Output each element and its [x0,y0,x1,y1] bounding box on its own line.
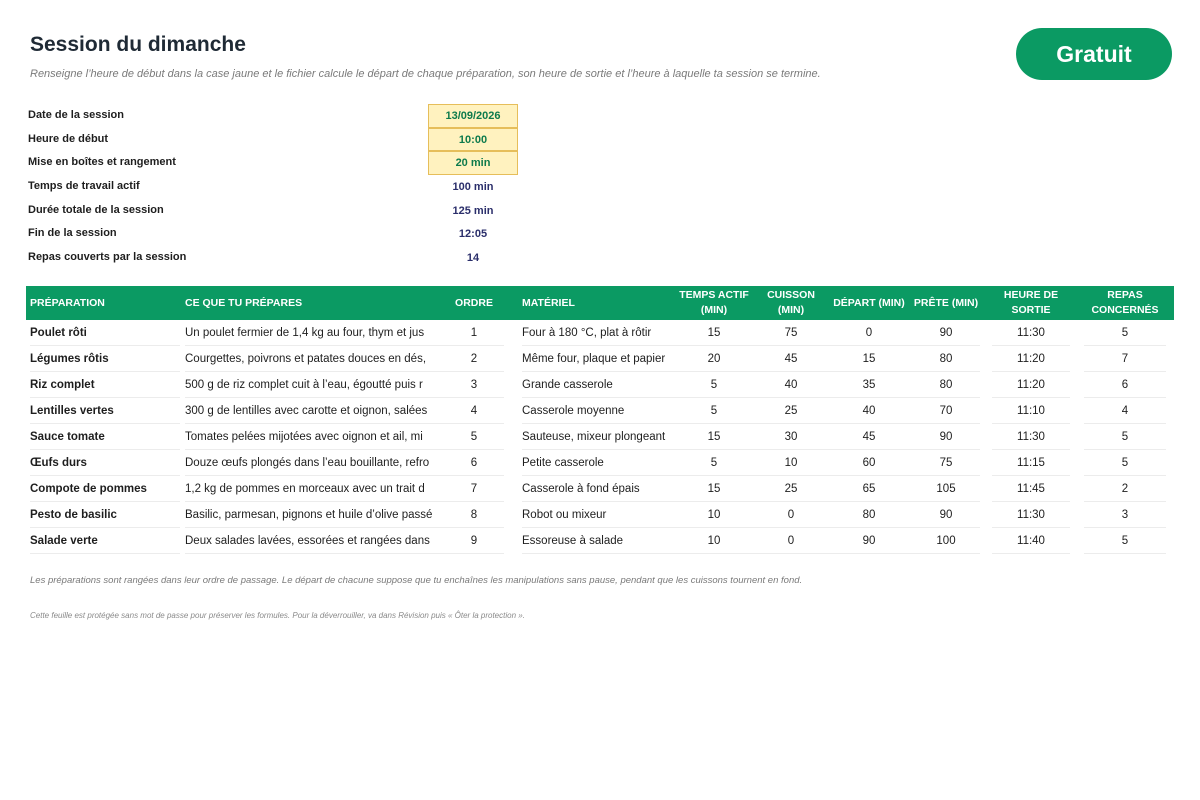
summary-label: Temps de travail actif [28,180,140,193]
cell-start: 45 [824,424,914,450]
order-note: Les préparations sont rangées dans leur ordre de passage. Le départ de chacune suppose que tu enchaînes les manipulations sans pause, pendant que les cuissons tournent en fond. [30,575,803,586]
cell-equipment: Casserole à fond épais [522,476,672,502]
cell-meals: 5 [1084,320,1166,346]
cell-preparation: Œufs durs [30,450,180,476]
table-row [26,450,1174,476]
cell-out-time: 11:30 [992,502,1070,528]
cell-ready: 90 [912,424,980,450]
table-header [26,286,1174,320]
free-badge: Gratuit [1016,28,1172,80]
col-header-order: ORDRE [455,296,493,309]
col-header-ready: PRÊTE (MIN) [913,296,979,309]
col-header-cooking: CUISSON (MIN) [767,289,815,316]
cell-equipment: Grande casserole [522,372,672,398]
cell-out-time: 11:30 [992,424,1070,450]
cell-active-time: 5 [670,450,758,476]
summary-row [28,151,528,175]
summary-label: Fin de la session [28,227,117,240]
cell-ready: 80 [912,346,980,372]
cell-active-time: 20 [670,346,758,372]
cell-equipment: Petite casserole [522,450,672,476]
cell-cooking-time: 45 [758,346,824,372]
start-time-input[interactable]: 10:00 [428,128,518,152]
table-row [26,346,1174,372]
cell-equipment: Même four, plaque et papier [522,346,672,372]
cell-start: 35 [824,372,914,398]
cell-meals: 5 [1084,528,1166,554]
summary-row [28,199,528,223]
cell-cooking-time: 75 [758,320,824,346]
cell-cooking-time: 10 [758,450,824,476]
table-row [26,476,1174,502]
summary-label: Repas couverts par la session [28,251,187,264]
cell-active-time: 5 [670,372,758,398]
summary-row [28,246,528,270]
cell-out-time: 11:20 [992,372,1070,398]
cell-preparation: Compote de pommes [30,476,180,502]
table-row [26,528,1174,554]
session-date-input[interactable]: 13/09/2026 [428,104,518,128]
col-header-start: DÉPART (MIN) [833,296,905,309]
cell-ready: 80 [912,372,980,398]
cell-description: 1,2 kg de pommes en morceaux avec un trait d [185,476,453,502]
preparation-table [26,286,1174,554]
cell-description: Tomates pelées mijotées avec oignon et ail, mi [185,424,453,450]
page-subtitle: Renseigne l’heure de début dans la case jaune et le fichier calcule le départ de chaque préparation, son heure de sortie et l’heure à laquelle ta session se termine. [30,68,821,80]
cell-ready: 105 [912,476,980,502]
summary-label: Durée totale de la session [28,203,164,216]
cell-ready: 100 [912,528,980,554]
summary-label: Heure de début [28,132,109,145]
cell-out-time: 11:20 [992,346,1070,372]
cell-meals: 4 [1084,398,1166,424]
session-end-value: 12:05 [458,228,488,241]
page-title: Session du dimanche [30,33,246,56]
cell-active-time: 15 [670,320,758,346]
cell-description: Basilic, parmesan, pignons et huile d’olive passé [185,502,453,528]
cell-out-time: 11:45 [992,476,1070,502]
cell-cooking-time: 40 [758,372,824,398]
cell-description: Deux salades lavées, essorées et rangées dans [185,528,453,554]
col-header-active: TEMPS ACTIF (MIN) [679,289,749,316]
col-header-preparation: PRÉPARATION [30,296,105,309]
cell-meals: 3 [1084,502,1166,528]
table-row [26,372,1174,398]
cell-meals: 5 [1084,424,1166,450]
cell-order: 2 [444,346,504,372]
cell-preparation: Légumes rôtis [30,346,180,372]
cell-equipment: Four à 180 °C, plat à rôtir [522,320,672,346]
cell-start: 80 [824,502,914,528]
cell-active-time: 15 [670,476,758,502]
cell-out-time: 11:15 [992,450,1070,476]
cell-cooking-time: 25 [758,398,824,424]
cell-start: 40 [824,398,914,424]
cell-ready: 90 [912,320,980,346]
packing-time-input[interactable]: 20 min [428,151,518,175]
cell-start: 60 [824,450,914,476]
meals-count-value: 14 [466,251,480,264]
cell-preparation: Poulet rôti [30,320,180,346]
cell-preparation: Sauce tomate [30,424,180,450]
cell-order: 1 [444,320,504,346]
cell-order: 6 [444,450,504,476]
summary-row [28,128,528,152]
col-header-meals: REPAS CONCERNÉS [1091,289,1159,316]
cell-ready: 70 [912,398,980,424]
table-row [26,320,1174,346]
table-row [26,502,1174,528]
cell-description: Courgettes, poivrons et patates douces en dés, [185,346,453,372]
cell-out-time: 11:30 [992,320,1070,346]
cell-description: Un poulet fermier de 1,4 kg au four, thym et jus [185,320,453,346]
col-header-out: HEURE DE SORTIE [1003,289,1059,316]
active-time-value: 100 min [452,180,494,193]
cell-start: 65 [824,476,914,502]
cell-equipment: Essoreuse à salade [522,528,672,554]
table-row [26,424,1174,450]
cell-meals: 5 [1084,450,1166,476]
protection-note: Cette feuille est protégée sans mot de passe pour préserver les formules. Pour la déverrouiller, va dans Révision puis « Ôter la protection ». [30,611,525,620]
cell-active-time: 10 [670,502,758,528]
cell-ready: 75 [912,450,980,476]
cell-description: 300 g de lentilles avec carotte et oignon, salées [185,398,453,424]
cell-active-time: 10 [670,528,758,554]
cell-preparation: Lentilles vertes [30,398,180,424]
session-summary [28,104,528,270]
table-row [26,398,1174,424]
cell-meals: 7 [1084,346,1166,372]
summary-row [28,222,528,246]
cell-order: 3 [444,372,504,398]
cell-order: 8 [444,502,504,528]
cell-start: 0 [824,320,914,346]
cell-description: 500 g de riz complet cuit à l’eau, égoutté puis r [185,372,453,398]
cell-active-time: 5 [670,398,758,424]
cell-description: Douze œufs plongés dans l’eau bouillante, refro [185,450,453,476]
cell-order: 4 [444,398,504,424]
cell-active-time: 15 [670,424,758,450]
cell-order: 5 [444,424,504,450]
summary-row [28,175,528,199]
cell-preparation: Pesto de basilic [30,502,180,528]
cell-out-time: 11:10 [992,398,1070,424]
cell-order: 9 [444,528,504,554]
summary-row [28,104,528,128]
cell-start: 90 [824,528,914,554]
cell-out-time: 11:40 [992,528,1070,554]
cell-order: 7 [444,476,504,502]
total-duration-value: 125 min [452,204,494,217]
col-header-description: CE QUE TU PRÉPARES [185,296,303,309]
cell-cooking-time: 25 [758,476,824,502]
cell-equipment: Casserole moyenne [522,398,672,424]
cell-equipment: Robot ou mixeur [522,502,672,528]
cell-ready: 90 [912,502,980,528]
cell-preparation: Riz complet [30,372,180,398]
cell-cooking-time: 30 [758,424,824,450]
table-body [26,320,1174,554]
cell-cooking-time: 0 [758,502,824,528]
cell-cooking-time: 0 [758,528,824,554]
cell-meals: 2 [1084,476,1166,502]
col-header-equipment: MATÉRIEL [522,296,575,309]
cell-equipment: Sauteuse, mixeur plongeant [522,424,672,450]
summary-label: Mise en boîtes et rangement [28,156,176,169]
cell-meals: 6 [1084,372,1166,398]
cell-start: 15 [824,346,914,372]
cell-preparation: Salade verte [30,528,180,554]
summary-label: Date de la session [28,109,124,121]
